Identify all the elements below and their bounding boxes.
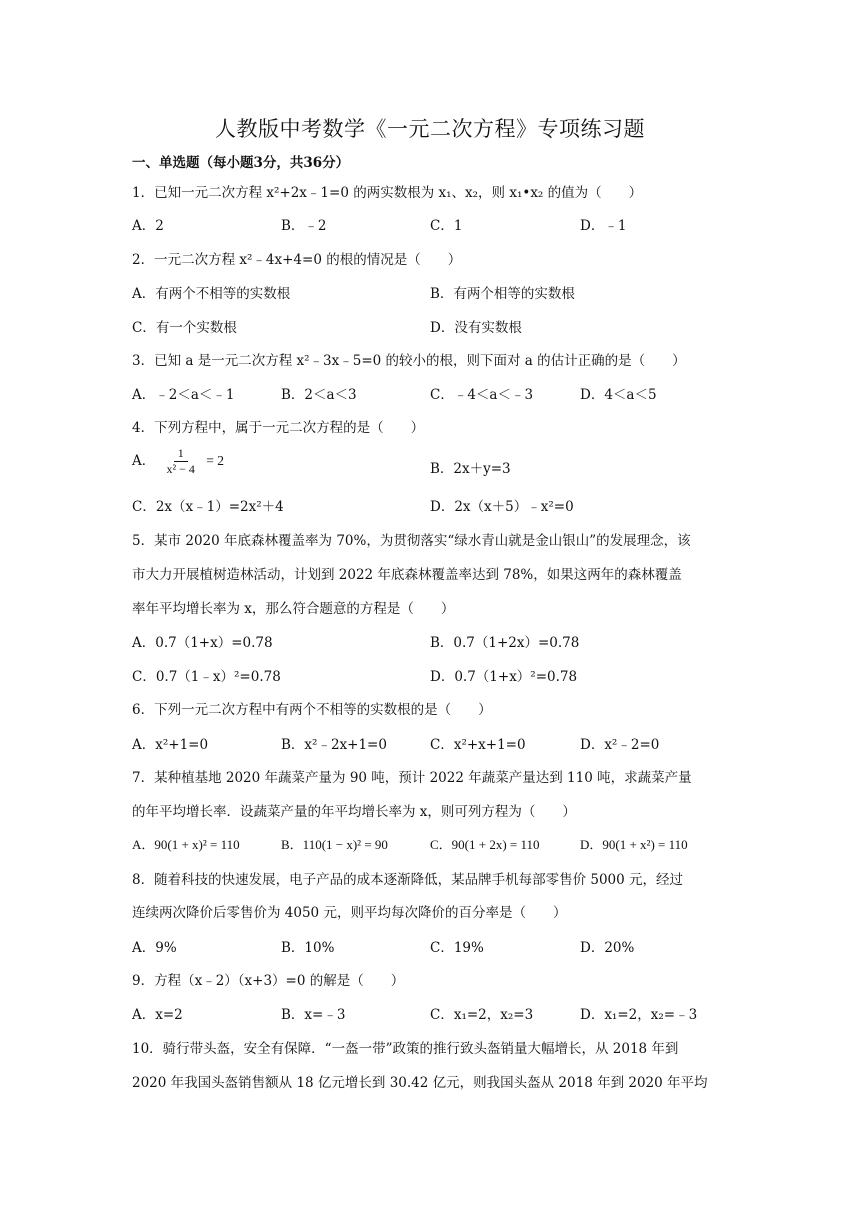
question-5-option-d: D．0.7（1+x）²=0.78 — [430, 669, 578, 685]
question-5-option-b: B．0.7（1+2x）=0.78 — [430, 635, 580, 651]
question-9-option-b: B．x=﹣3 — [281, 1007, 346, 1023]
question-10-line-1: 10．骑行带头盔，安全有保障．“一盔一带”政策的推行致头盔销量大幅增长，从 2018 年到 — [132, 1041, 679, 1057]
question-2-stem: 2．一元二次方程 x²﹣4x+4=0 的根的情况是（ ） — [132, 252, 462, 268]
question-2-option-d: D．没有实数根 — [430, 320, 522, 336]
question-4-option-d: D．2x（x＋5）﹣x²=0 — [430, 499, 574, 515]
question-2-option-b: B．有两个相等的实数根 — [430, 286, 575, 302]
question-8-option-c: C．19% — [430, 940, 484, 956]
question-1-option-c: C．1 — [430, 218, 463, 234]
question-5-line-1: 5．某市 2020 年底森林覆盖率为 70%，为贯彻落实“绿水青山就是金山银山”的发展理念，该 — [132, 533, 691, 549]
option-a-label: A． — [132, 453, 156, 469]
question-9-stem: 9．方程（x﹣2）（x+3）=0 的解是（ ） — [132, 973, 405, 989]
fraction-denominator: x² − 4 — [166, 462, 195, 476]
section-heading: 一、单选题（每小题3分，共36分） — [132, 155, 350, 171]
question-6-option-d: D．x²﹣2=0 — [580, 737, 660, 753]
question-8-option-d: D．20% — [580, 940, 635, 956]
question-2-option-c: C．有一个实数根 — [132, 320, 237, 336]
question-5-line-3: 率年平均增长率为 x，那么符合题意的方程是（ ） — [132, 601, 455, 617]
question-3-stem: 3．已知 a 是一元二次方程 x²﹣3x﹣5=0 的较小的根，则下面对 a 的估计正确的是（ ） — [132, 353, 686, 369]
question-4-option-a — [132, 446, 224, 477]
question-8-option-b: B．10% — [281, 940, 335, 956]
question-9-option-c: C．x₁=2，x₂=3 — [430, 1007, 534, 1023]
question-5-line-2: 市大力开展植树造林活动，计划到 2022 年底森林覆盖率达到 78%，如果这两年的森林覆盖 — [132, 567, 682, 583]
question-7-line-2: 的年平均增长率．设蔬菜产量的年平均增长率为 x，则可列方程为（ ） — [132, 804, 576, 820]
question-8-line-2: 连续两次降价后零售价为 4050 元，则平均每次降价的百分率是（ ） — [132, 905, 567, 921]
question-4-option-c: C．2x（x﹣1）=2x²＋4 — [132, 499, 284, 515]
question-5-option-a: A．0.7（1+x）=0.78 — [132, 635, 273, 651]
question-6-stem: 6．下列一元二次方程中有两个不相等的实数根的是（ ） — [132, 702, 492, 718]
question-3-option-d: D．4＜a＜5 — [580, 387, 657, 403]
question-3-option-c: C．﹣4＜a＜﹣3 — [430, 387, 534, 403]
question-7-option-b: B．110(1 − x)² = 90 — [281, 837, 388, 852]
question-7-option-d: D．90(1 + x²) = 110 — [580, 837, 688, 852]
question-3-option-b: B．2＜a＜3 — [281, 387, 357, 403]
question-5-option-c: C．0.7（1﹣x）²=0.78 — [132, 669, 281, 685]
question-7-option-c: C．90(1 + 2x) = 110 — [430, 837, 540, 852]
question-8-option-a: A．9% — [132, 940, 177, 956]
question-8-line-1: 8．随着科技的快速发展，电子产品的成本逐渐降低，某品牌手机每部零售价 5000 元，经过 — [132, 872, 684, 888]
question-7-option-a: A．90(1 + x)² = 110 — [132, 837, 240, 852]
question-1-option-d: D．﹣1 — [580, 218, 627, 234]
question-9-option-a: A．x=2 — [132, 1007, 183, 1023]
question-3-option-a: A．﹣2＜a＜﹣1 — [132, 387, 235, 403]
question-2-option-a: A．有两个不相等的实数根 — [132, 286, 291, 302]
question-6-option-b: B．x²﹣2x+1=0 — [281, 737, 387, 753]
fraction — [163, 446, 199, 477]
question-1-option-a: A．2 — [132, 218, 164, 234]
question-10-line-2: 2020 年我国头盔销售额从 18 亿元增长到 30.42 亿元，则我国头盔从 2018 年到 2020 年平均 — [132, 1075, 708, 1091]
page-title: 人教版中考数学《一元二次方程》专项练习题 — [215, 117, 645, 141]
question-6-option-a: A．x²+1=0 — [132, 737, 209, 753]
question-9-option-d: D．x₁=2，x₂=﹣3 — [580, 1007, 698, 1023]
question-1-stem: 1．已知一元二次方程 x²+2x﹣1=0 的两实数根为 x₁、x₂，则 x₁•x₂ 的值为（ ） — [132, 185, 643, 201]
question-7-line-1: 7．某种植基地 2020 年蔬菜产量为 90 吨，预计 2022 年蔬菜产量达到 110 吨，求蔬菜产量 — [132, 770, 692, 786]
question-6-option-c: C．x²+x+1=0 — [430, 737, 526, 753]
question-1-option-b: B．﹣2 — [281, 218, 327, 234]
fraction-numerator: 1 — [174, 446, 188, 462]
equation-rhs: = 2 — [206, 453, 224, 468]
question-4-stem: 4．下列方程中，属于一元二次方程的是（ ） — [132, 420, 425, 436]
question-4-option-b: B．2x＋y=3 — [430, 461, 511, 477]
